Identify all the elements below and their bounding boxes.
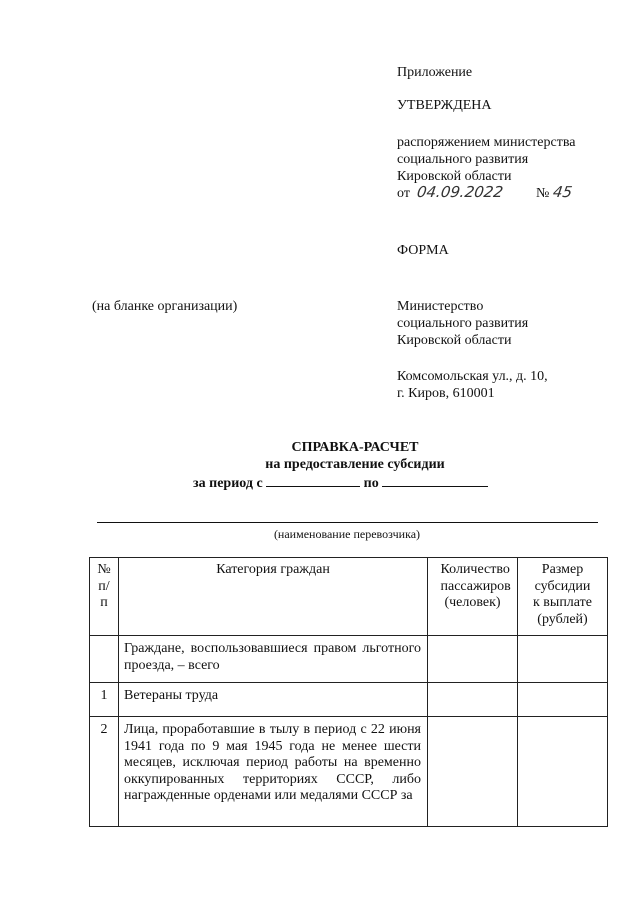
order-number-line xyxy=(536,184,572,202)
table-row xyxy=(90,683,608,717)
table-row xyxy=(90,717,608,827)
form-label: ФОРМА xyxy=(397,243,449,258)
order-date-line xyxy=(397,184,503,202)
header-category: Категория граждан xyxy=(119,558,428,636)
document-subtitle: на предоставление субсидии xyxy=(265,457,445,472)
row-num xyxy=(90,636,119,683)
document-title: СПРАВКА-РАСЧЕТ xyxy=(291,440,419,455)
recipient-line-3: Кировской области xyxy=(397,333,512,348)
appendix-label: Приложение xyxy=(397,65,473,80)
recipient-address-1: Комсомольская ул., д. 10, xyxy=(397,369,548,384)
order-line-3: Кировской области xyxy=(397,169,512,184)
row-count-cell[interactable] xyxy=(428,683,518,717)
recipient-address-2: г. Киров, 610001 xyxy=(397,386,495,401)
row-num: 2 xyxy=(90,717,119,827)
row-amount-cell[interactable] xyxy=(518,683,608,717)
handwritten-date: 04.09.2022 xyxy=(416,183,505,201)
period-from-field[interactable] xyxy=(266,474,360,487)
period-to-label: по xyxy=(363,476,379,491)
header-amount: Размер субсидии к выплате (рублей) xyxy=(518,558,608,636)
period-to-field[interactable] xyxy=(382,474,488,487)
recipient-line-1: Министерство xyxy=(397,299,484,314)
approved-label: УТВЕРЖДЕНА xyxy=(397,98,492,113)
period-line xyxy=(193,474,488,492)
header-num: № п/п xyxy=(90,558,119,636)
number-prefix: № xyxy=(536,186,550,201)
order-line-2: социального развития xyxy=(397,152,529,167)
row-count-cell[interactable] xyxy=(428,636,518,683)
handwritten-number: 45 xyxy=(551,183,574,201)
header-count: Количество пассажиров (человек) xyxy=(428,558,518,636)
row-category: Граждане, воспользовавшиеся правом льготного проезда, – всего xyxy=(119,636,428,683)
table-row xyxy=(90,636,608,683)
recipient-line-2: социального развития xyxy=(397,316,529,331)
period-from-label: за период с xyxy=(193,476,263,491)
org-blank-note: (на бланке организации) xyxy=(92,299,238,314)
row-amount-cell[interactable] xyxy=(518,717,608,827)
row-num: 1 xyxy=(90,683,119,717)
date-prefix: от xyxy=(397,186,410,201)
carrier-caption: (наименование перевозчика) xyxy=(273,527,421,541)
subsidy-table xyxy=(89,557,608,827)
row-category: Лица, проработавшие в тылу в период с 22 июня 1941 года по 9 мая 1945 года не менее шести месяцев, исключая период работы на временно оккупированных территориях СССР, либо награжденные орденами или медалями СССР за xyxy=(119,717,428,827)
table-header-row xyxy=(90,558,608,636)
row-category: Ветераны труда xyxy=(119,683,428,717)
order-line-1: распоряжением министерства xyxy=(397,135,576,150)
row-amount-cell[interactable] xyxy=(518,636,608,683)
carrier-name-field[interactable] xyxy=(97,522,598,523)
row-count-cell[interactable] xyxy=(428,717,518,827)
